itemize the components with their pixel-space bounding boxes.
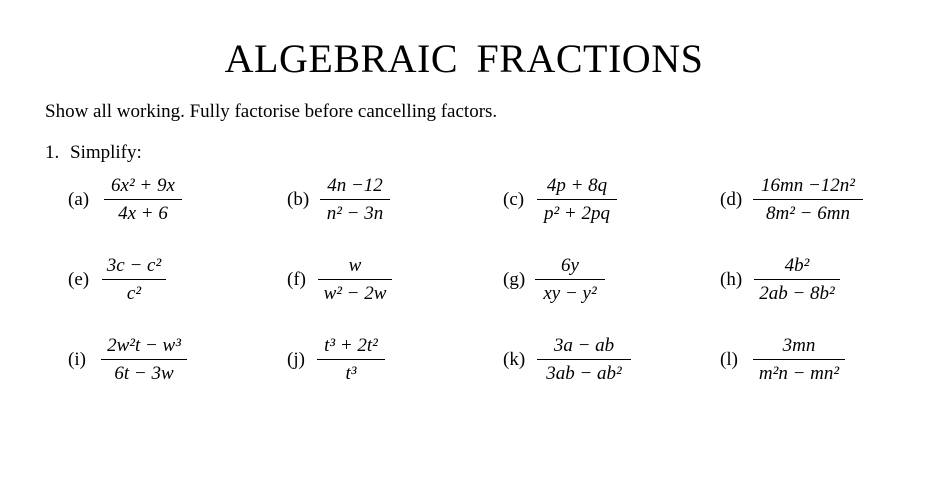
question-heading — [45, 141, 142, 165]
denominator: 6t − 3w — [114, 363, 174, 384]
fraction — [537, 174, 617, 226]
fraction-bar — [102, 279, 166, 280]
fraction-bar — [318, 279, 392, 280]
fraction — [318, 254, 392, 306]
exercise-label: (k) — [503, 349, 526, 370]
numerator: 3a − ab — [553, 335, 615, 356]
page-title: ALGEBRAIC FRACTIONS — [224, 36, 704, 81]
numerator: 4b² — [784, 255, 810, 276]
fraction — [754, 254, 840, 306]
denominator: n² − 3n — [326, 203, 384, 224]
numerator: 3c − c² — [106, 255, 162, 276]
fraction — [101, 334, 187, 386]
numerator: 4n −12 — [327, 175, 383, 196]
numerator: 4p + 8q — [546, 175, 608, 196]
fraction — [102, 254, 166, 306]
fraction — [317, 334, 385, 386]
fraction-bar — [537, 199, 617, 200]
denominator: p² + 2pq — [543, 203, 611, 224]
denominator: 2ab − 8b² — [759, 283, 835, 304]
numerator: 6y — [561, 255, 579, 276]
exercise-label: (g) — [503, 269, 526, 290]
numerator: w — [348, 255, 362, 276]
numerator: 2w²t − w³ — [107, 335, 181, 356]
fraction — [535, 254, 605, 306]
fraction — [104, 174, 182, 226]
fraction-bar — [753, 359, 845, 360]
numerator: t³ + 2t² — [324, 335, 378, 356]
denominator: 3ab − ab² — [546, 363, 622, 384]
exercise-label: (f) — [287, 269, 306, 290]
exercise-label: (j) — [287, 349, 305, 370]
fraction — [537, 334, 631, 386]
fraction-bar — [320, 199, 390, 200]
fraction-bar — [537, 359, 631, 360]
exercise-label: (e) — [68, 269, 90, 290]
denominator: c² — [126, 283, 142, 304]
denominator: w² − 2w — [323, 283, 387, 304]
denominator: 4x + 6 — [118, 203, 168, 224]
exercise-label: (a) — [68, 189, 90, 210]
exercise-label: (d) — [720, 189, 743, 210]
numerator: 6x² + 9x — [111, 175, 175, 196]
question-number: 1. — [45, 142, 60, 163]
fraction — [753, 334, 845, 386]
question-text: Simplify: — [70, 142, 142, 163]
instructions-text: Show all working. Fully factorise before cancelling factors. — [45, 101, 498, 122]
fraction-bar — [754, 279, 840, 280]
exercise-label: (l) — [720, 349, 738, 370]
fraction — [320, 174, 390, 226]
exercise-label: (i) — [68, 349, 86, 370]
fraction-bar — [753, 199, 863, 200]
exercise-label: (b) — [287, 189, 310, 210]
denominator: m²n − mn² — [758, 363, 840, 384]
fraction-bar — [535, 279, 605, 280]
denominator: 8m² − 6mn — [766, 203, 850, 224]
exercise-label: (c) — [503, 189, 525, 210]
fraction-bar — [104, 199, 182, 200]
fraction — [753, 174, 863, 226]
fraction-bar — [317, 359, 385, 360]
fraction-bar — [101, 359, 187, 360]
numerator: 3mn — [782, 335, 816, 356]
exercise-label: (h) — [720, 269, 743, 290]
denominator: t³ — [345, 363, 357, 384]
denominator: xy − y² — [543, 283, 597, 304]
numerator: 16mn −12n² — [761, 175, 855, 196]
